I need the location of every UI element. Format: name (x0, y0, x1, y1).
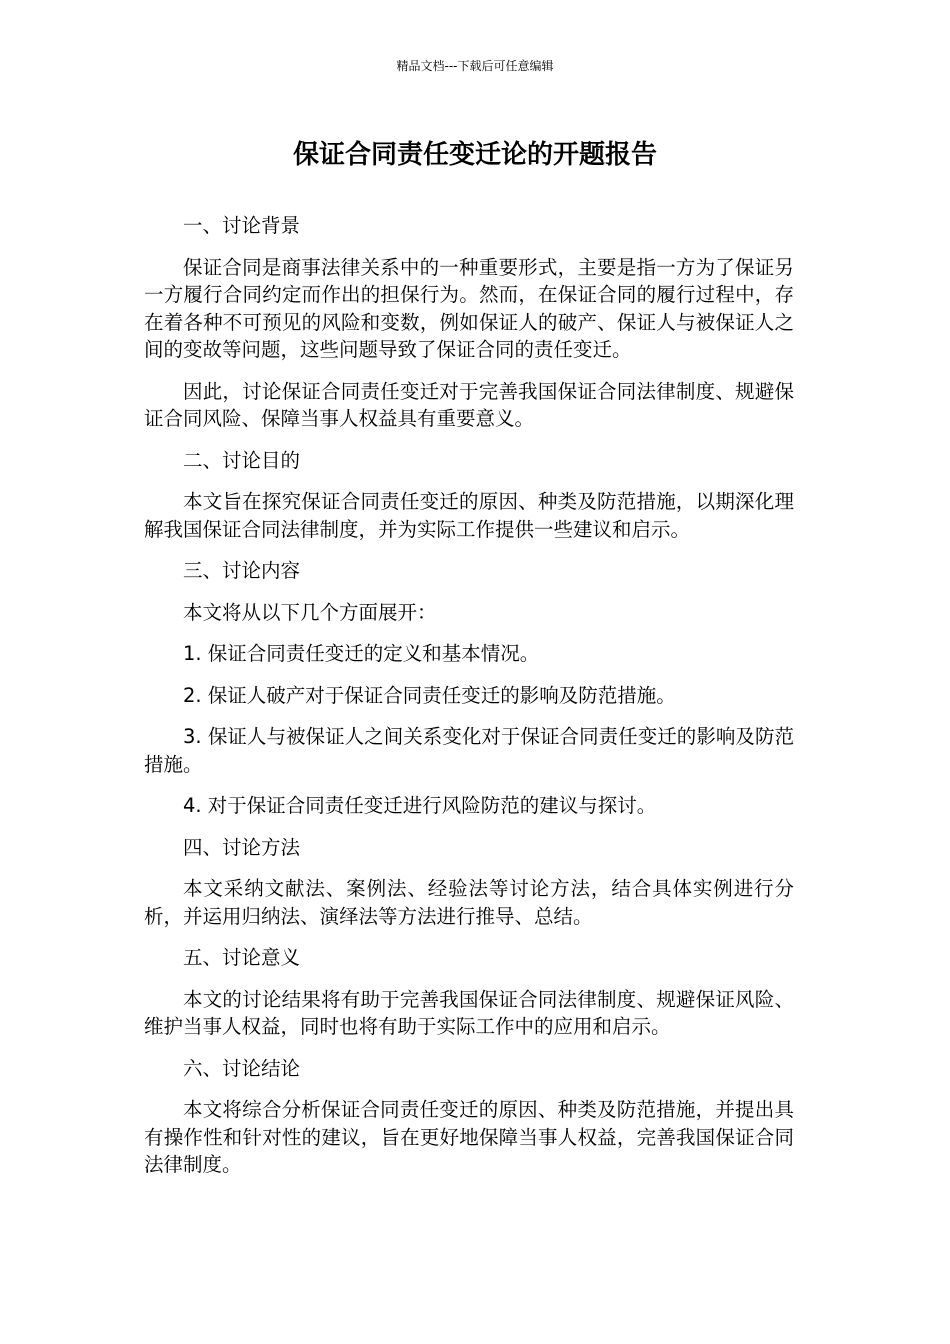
section-heading-method: 四、讨论方法 (183, 835, 301, 859)
paragraph-purpose: 本文旨在探究保证合同责任变迁的原因、种类及防范措施，以期深化理解我国保证合同法律制度，并为实际工作提供一些建议和启示。 (144, 490, 794, 541)
paragraph-conclusion: 本文将综合分析保证合同责任变迁的原因、种类及防范措施，并提出具有操作性和针对性的建议，旨在更好地保障当事人权益，完善我国保证合同法律制度。 (144, 1098, 794, 1176)
list-item-1: 1. 保证合同责任变迁的定义和基本情况。 (183, 642, 540, 665)
document-title: 保证合同责任变迁论的开题报告 (292, 140, 657, 170)
paragraph-method: 本文采纳文献法、案例法、经验法等讨论方法，结合具体实例进行分析，并运用归纳法、演绎法等方法进行推导、总结。 (144, 877, 794, 928)
paragraph-content-intro: 本文将从以下几个方面展开： (183, 600, 437, 624)
section-heading-purpose: 二、讨论目的 (183, 448, 301, 472)
list-item-2: 2. 保证人破产对于保证合同责任变迁的影响及防范措施。 (183, 683, 676, 707)
paragraph-background: 保证合同是商事法律关系中的一种重要形式，主要是指一方为了保证另一方履行合同约定而作出的担保行为。然而，在保证合同的履行过程中，存在着各种不可预见的风险和变数，例如保证人的破产、保证人与被保证人之间的变故等问题，这些问题导致了保证合同的责任变迁。 (144, 255, 794, 361)
paragraph-background-significance: 因此，讨论保证合同责任变迁对于完善我国保证合同法律制度、规避保证合同风险、保障当事人权益具有重要意义。 (144, 379, 794, 430)
section-heading-significance: 五、讨论意义 (183, 946, 301, 969)
document-body (144, 212, 794, 1193)
header-note: 精品文档---下载后可任意编辑 (396, 59, 554, 73)
section-heading-conclusion: 六、讨论结论 (183, 1056, 301, 1080)
section-heading-background: 一、讨论背景 (183, 214, 301, 237)
section-heading-content: 三、讨论内容 (183, 559, 301, 582)
paragraph-significance: 本文的讨论结果将有助于完善我国保证合同法律制度、规避保证风险、维护当事人权益，同时也将有助于实际工作中的应用和启示。 (144, 987, 794, 1038)
list-item-3: 3. 保证人与被保证人之间关系变化对于保证合同责任变迁的影响及防范措施。 (144, 725, 794, 776)
list-item-4: 4. 对于保证合同责任变迁进行风险防范的建议与探讨。 (183, 794, 657, 817)
